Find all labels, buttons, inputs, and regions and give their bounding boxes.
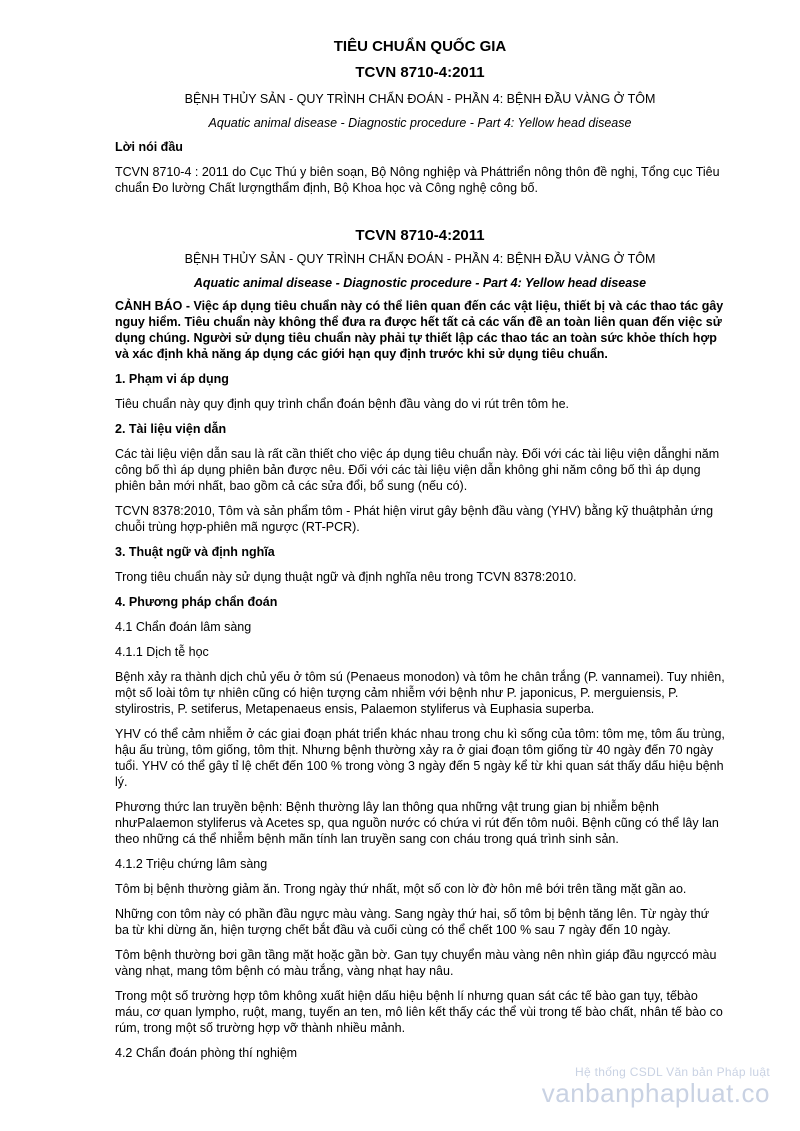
site-watermark [542,1065,770,1107]
national-standard-title: TIÊU CHUẨN QUỐC GIA [333,38,507,55]
watermark-caption: Hệ thống CSDL Văn bản Pháp luật [575,1065,770,1079]
section-4-1-1-paragraph: Phương thức lan truyền bệnh: Bệnh thường lây lan thông qua những vật trung gian bị nhiễm bệnh nhưPalaemon styliferus và Acetes sp, qua nguồn nước có chứa vi rút đến tôm nuôi. Bệnh cũng có thể lây lan theo những cá thể nhiễm bệnh mãn tính lan truyền sang con cháu trong quá trình sinh sản. [115,800,719,846]
document-body [115,298,725,1070]
watermark-domain: vanbanphapluat.co [541,1078,770,1108]
section-4-1-2-paragraph: Tôm bị bệnh thường giảm ăn. Trong ngày thứ nhất, một số con lờ đờ hôn mê bới trên tầng mặt gần ao. [115,882,687,896]
section-4-1-2-heading: 4.1.2 Triệu chứng lâm sàng [115,857,268,871]
body-standard-code: TCVN 8710-4:2011 [355,227,485,244]
section-2-heading: 2. Tài liệu viện dẫn [115,422,227,436]
section-4-1-2-paragraph: Trong một số trường hợp tôm không xuất hiện dấu hiệu bệnh lí nhưng quan sát các tế bào gan tụy, tếbào máu, cơ quan lympho, ruột, mang, tuyến an ten, mô liên kết thấy các thể vùi trong tế bào chất, nhân tế bào co rúm, trong một số trường hợp vỡ thành nhiều mảnh. [115,989,723,1035]
section-4-1-2-paragraph: Tôm bệnh thường bơi gần tầng mặt hoặc gần bờ. Gan tụy chuyển màu vàng nên nhìn giáp đầu ngựccó màu vàng nhạt, mang tôm bệnh có màu trắng, vàng nhạt hay nâu. [115,948,717,978]
section-3-heading: 3. Thuật ngữ và định nghĩa [115,545,275,559]
foreword-section [115,139,725,205]
section-4-1-1-paragraph: YHV có thể cảm nhiễm ở các giai đoạn phát triển khác nhau trong chu kì sống của tôm: tôm mẹ, tôm ấu trùng, hậu ấu trùng, tôm giống, tôm thịt. Nhưng bệnh thường xảy ra ở giai đoạn tôm giống từ 40 ngày đến 70 ngày tuổi. YHV có thể gây tỉ lệ chết đến 100 % trong vòng 3 ngày đến 5 ngày kể từ khi quan sát thấy dấu hiệu bệnh lý. [115,727,725,789]
section-3-text: Trong tiêu chuẩn này sử dụng thuật ngữ và định nghĩa nêu trong TCVN 8378:2010. [115,570,577,584]
body-vietnamese-title: BỆNH THỦY SẢN - QUY TRÌNH CHẨN ĐOÁN - PHẦN 4: BỆNH ĐẦU VÀNG Ở TÔM [184,252,656,266]
section-4-2-heading: 4.2 Chẩn đoán phòng thí nghiệm [115,1046,298,1060]
section-4-1-heading: 4.1 Chẩn đoán lâm sàng [115,620,252,634]
section-1-text: Tiêu chuẩn này quy định quy trình chẩn đoán bệnh đầu vàng do vi rút trên tôm he. [115,397,570,411]
foreword-heading: Lời nói đầu [115,140,183,154]
foreword-text: TCVN 8710-4 : 2011 do Cục Thú y biên soạn, Bộ Nông nghiệp và Pháttriển nông thôn đề nghị, Tổng cục Tiêu chuẩn Đo lường Chất lượngthẩm định, Bộ Khoa học và Công nghệ công bố. [115,165,720,195]
section-2-text-2: TCVN 8378:2010, Tôm và sản phẩm tôm - Phát hiện virut gây bệnh đầu vàng (YHV) bằng kỹ thuậtphản ứng chuỗi trùng hợp-phiên mã ngược (RT-PCR). [115,504,714,534]
section-4-heading: 4. Phương pháp chẩn đoán [115,595,278,609]
section-1-heading: 1. Phạm vi áp dụng [115,372,229,386]
section-4-1-1-heading: 4.1.1 Dịch tễ học [115,645,209,659]
standard-code: TCVN 8710-4:2011 [355,64,485,81]
section-4-1-1-paragraph: Bệnh xảy ra thành dịch chủ yếu ở tôm sú (Penaeus monodon) và tôm he chân trắng (P. vannamei). Tuy nhiên, một số loài tôm tự nhiên cũng có hiện tượng cảm nhiễm với bệnh như P. japonicus, P. merguiensis, P. stylirostris, P. setiferus, Metapenaeus ensis, Palaemon styliferus và Euphasia superba. [115,670,725,716]
body-english-title: Aquatic animal disease - Diagnostic procedure - Part 4: Yellow head disease [193,276,647,290]
vietnamese-title: BỆNH THỦY SẢN - QUY TRÌNH CHẨN ĐOÁN - PHẦN 4: BỆNH ĐẦU VÀNG Ở TÔM [184,92,656,106]
english-title: Aquatic animal disease - Diagnostic procedure - Part 4: Yellow head disease [208,116,632,130]
section-4-1-2-paragraph: Những con tôm này có phần đầu ngực màu vàng. Sang ngày thứ hai, số tôm bị bệnh tăng lên. Từ ngày thứ ba từ khi dừng ăn, hiện tượng chết bắt đầu và cuối cùng có thể chết 100 % sau 7 ngày đến 10 ngày. [115,907,710,937]
warning-paragraph: CẢNH BÁO - Việc áp dụng tiêu chuẩn này có thể liên quan đến các vật liệu, thiết bị và các thao tác gây nguy hiểm. Tiêu chuẩn này không thể đưa ra được hết tất cả các vấn đề an toàn liên quan đến việc sử dụng chúng. Người sử dụng tiêu chuẩn này phải tự thiết lập các thao tác an toàn sức khỏe thích hợp và xác định khả năng áp dụng các giới hạn quy định trước khi sử dụng tiêu chuẩn. [115,299,724,361]
section-2-text-1: Các tài liệu viện dẫn sau là rất cần thiết cho việc áp dụng tiêu chuẩn này. Đối với các tài liệu viện dẫnghi năm công bố thì áp dụng phiên bản được nêu. Đối với các tài liệu viện dẫn không ghi năm công bố thì áp dụng phiên bản mới nhất, bao gồm cả các sửa đổi, bổ sung (nếu có). [115,447,720,493]
